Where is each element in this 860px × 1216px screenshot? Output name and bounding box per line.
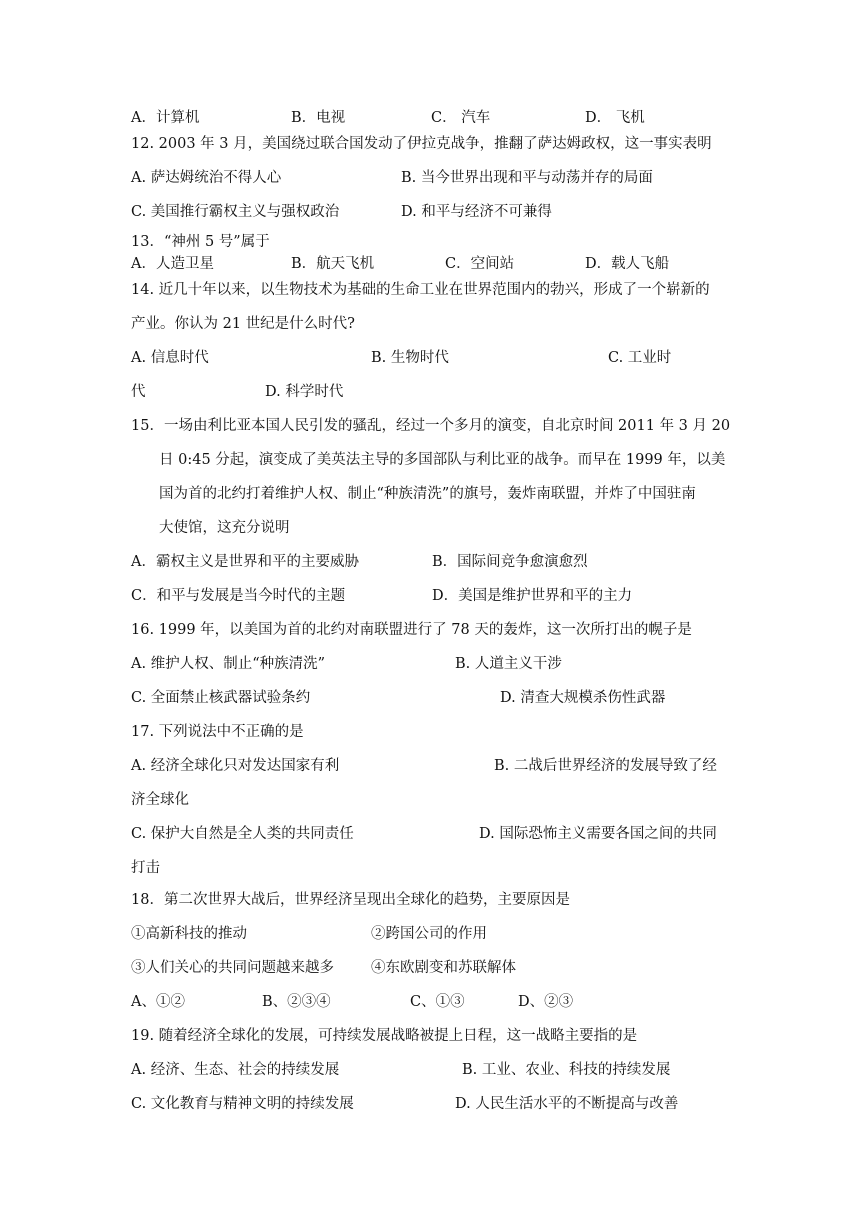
q18-item-4: ④东欧剧变和苏联解体	[371, 960, 516, 976]
q18-item-3: ③人们关心的共同问题越来越多	[131, 960, 334, 976]
q17-stem: 17. 下列说法中不正确的是	[131, 724, 304, 740]
q12-option-c: C. 美国推行霸权主义与强权政治	[131, 204, 340, 220]
q18-option-b: B、②③④	[262, 994, 331, 1010]
q11-option-d: D． 飞机	[585, 110, 645, 126]
q19-option-a: A. 经济、生态、社会的持续发展	[131, 1062, 340, 1078]
q12-stem: 12. 2003 年 3 月，美国绕过联合国发动了伊拉克战争，推翻了萨达姆政权，这一事实表明	[131, 136, 712, 152]
q12-option-d: D. 和平与经济不可兼得	[401, 204, 552, 220]
q14-option-c: C. 工业时	[608, 350, 672, 366]
q15-option-a: A．霸权主义是世界和平的主要威胁	[131, 554, 359, 570]
q13-option-a: A．人造卫星	[131, 256, 214, 272]
q13-stem: 13．“神州 5 号”属于	[131, 234, 270, 250]
q17-option-b: B. 二战后世界经济的发展导致了经	[494, 758, 717, 774]
q17-option-b-wrap: 济全球化	[131, 792, 189, 808]
q15-stem-line-2: 日 0:45 分起，演变成了美英法主导的多国部队与利比亚的战争。而早在 1999 年，以美	[159, 452, 726, 468]
q16-option-b: B. 人道主义干涉	[455, 656, 562, 672]
q13-option-d: D．载人飞船	[585, 256, 670, 272]
q16-stem: 16. 1999 年，以美国为首的北约对南联盟进行了 78 天的轰炸，这一次所打出的幌子是	[131, 622, 692, 638]
q14-option-a: A. 信息时代	[131, 350, 209, 366]
q17-option-c: C. 保护大自然是全人类的共同责任	[131, 826, 354, 842]
q17-option-d-wrap: 打击	[131, 860, 160, 876]
q14-option-c-wrap: 代	[131, 384, 146, 400]
q13-option-c: C．空间站	[445, 256, 515, 272]
q14-stem-line-1: 14. 近几十年以来，以生物技术为基础的生命工业在世界范围内的勃兴，形成了一个崭新的	[131, 282, 710, 298]
q16-option-d: D. 清查大规模杀伤性武器	[500, 690, 666, 706]
q15-option-c: C．和平与发展是当今时代的主题	[131, 588, 346, 604]
q11-option-c: C． 汽车	[431, 110, 491, 126]
q14-stem-line-2: 产业。你认为 21 世纪是什么时代?	[131, 316, 355, 332]
q12-option-a: A. 萨达姆统治不得人心	[131, 170, 282, 186]
q19-option-d: D. 人民生活水平的不断提高与改善	[455, 1096, 679, 1112]
q12-option-b: B. 当今世界出现和平与动荡并存的局面	[401, 170, 653, 186]
q19-stem: 19. 随着经济全球化的发展，可持续发展战略被提上日程，这一战略主要指的是	[131, 1028, 638, 1044]
q15-option-d: D．美国是维护世界和平的主力	[432, 588, 633, 604]
q17-option-a: A. 经济全球化只对发达国家有利	[131, 758, 340, 774]
q19-option-c: C. 文化教育与精神文明的持续发展	[131, 1096, 354, 1112]
q15-stem-line-3: 国为首的北约打着维护人权、制止“种族清洗”的旗号，轰炸南联盟，并炸了中国驻南	[159, 486, 696, 502]
q11-option-a: A．计算机	[131, 110, 200, 126]
q15-stem-line-4: 大使馆，这充分说明	[159, 520, 290, 536]
q14-option-b: B. 生物时代	[371, 350, 449, 366]
q19-option-b: B. 工业、农业、科技的持续发展	[462, 1062, 671, 1078]
q18-option-c: C、①③	[410, 994, 465, 1010]
q17-option-d: D. 国际恐怖主义需要各国之间的共同	[479, 826, 717, 842]
q18-option-a: A、①②	[131, 994, 185, 1010]
q14-option-d: D. 科学时代	[265, 384, 344, 400]
q16-option-a: A. 维护人权、制止“种族清洗”	[131, 656, 326, 672]
q11-option-b: B．电视	[291, 110, 346, 126]
q18-item-1: ①高新科技的推动	[131, 926, 247, 942]
q15-option-b: B．国际间竞争愈演愈烈	[432, 554, 588, 570]
q15-stem-line-1: 15．一场由利比亚本国人民引发的骚乱，经过一个多月的演变，自北京时间 2011 年 3 月 20	[131, 418, 731, 434]
q18-stem: 18．第二次世界大战后，世界经济呈现出全球化的趋势，主要原因是	[131, 892, 570, 908]
q18-item-2: ②跨国公司的作用	[371, 926, 487, 942]
q13-option-b: B．航天飞机	[291, 256, 375, 272]
q16-option-c: C. 全面禁止核武器试验条约	[131, 690, 311, 706]
q18-option-d: D、②③	[518, 994, 574, 1010]
